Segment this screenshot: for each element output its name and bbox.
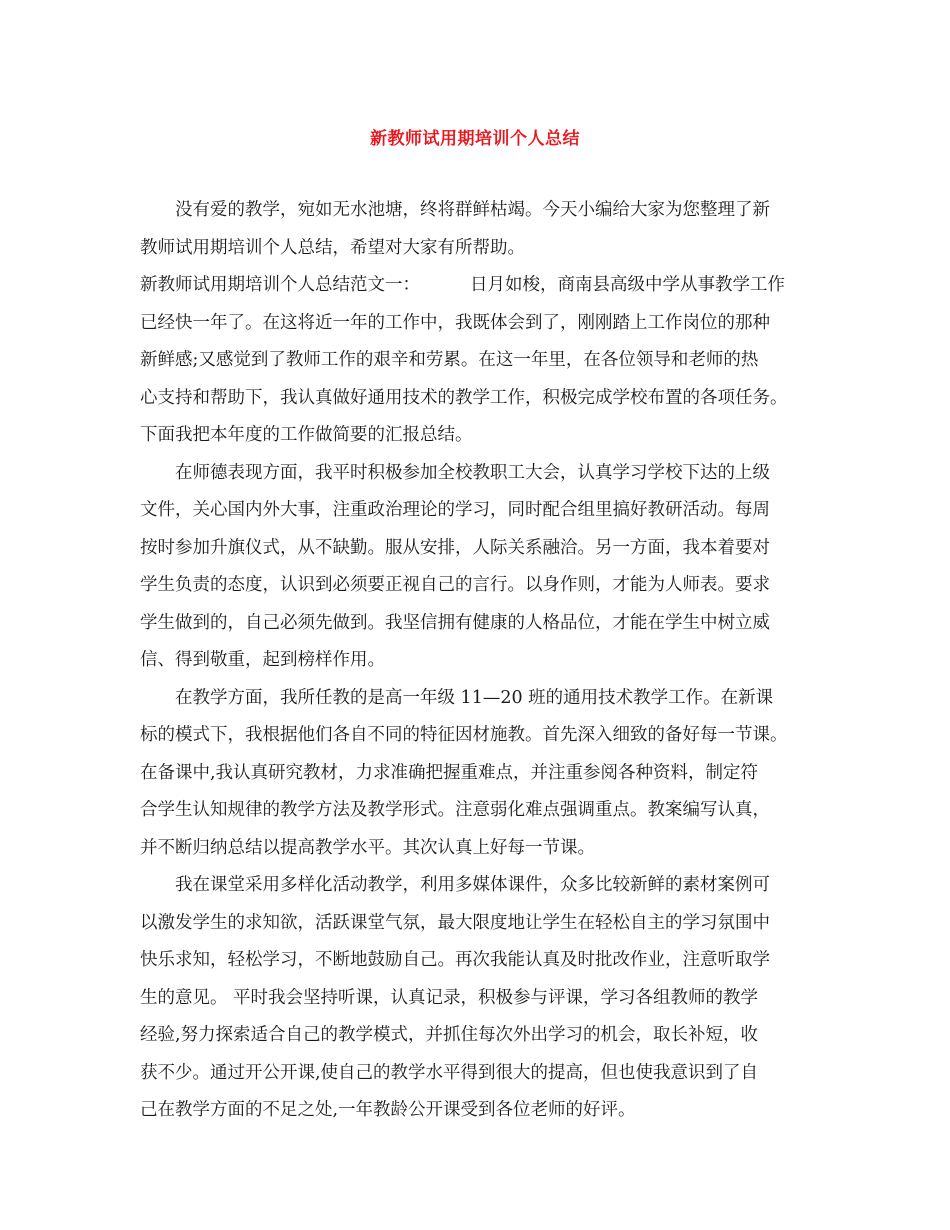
document-body [140,192,820,1130]
paragraph-line: 心支持和帮助下，我认真做好通用技术的教学工作，积极完成学校布置的各项任务。 [140,387,788,408]
paragraph-line: 教师试用期培训个人总结，希望对大家有所帮助。 [140,237,525,258]
section-heading: 新教师试用期培训个人总结范文一： [140,275,420,295]
paragraph-line: 在教学方面，我所任教的是高一年级 11—20 班的通用技术教学工作。在新课 [175,687,774,708]
paragraph-line: 在备课中,我认真研究教材，力求准确把握重难点，并注重参阅各种资料，制定符 [140,762,759,783]
paragraph-line: 并不断归纳总结以提高教学水平。其次认真上好每一节课。 [140,837,595,858]
paragraph-text: 日月如梭，商南县高级中学从事教学工作 [470,275,785,295]
paragraph-line: 按时参加升旗仪式，从不缺勤。服从安排，人际关系融洽。另一方面，我本着要对 [140,537,770,558]
paragraph-line: 生的意见。 平时我会坚持听课，认真记录，积极参与评课，学习各组教师的教学 [140,987,759,1008]
paragraph-line: 标的模式下，我根据他们各自不同的特征因材施教。首先深入细致的备好每一节课。 [140,725,788,745]
paragraph-line: 快乐求知，轻松学习，不断地鼓励自己。再次我能认真及时批改作业，注意听取学 [140,950,770,970]
paragraph-line [140,267,820,305]
paragraph-line: 在师德表现方面，我平时积极参加全校教职工大会，认真学习学校下达的上级 [175,462,770,483]
paragraph-line: 己在教学方面的不足之处,一年教龄公开课受到各位老师的好评。 [140,1100,636,1120]
paragraph-line: 信、得到敬重，起到榜样作用。 [140,650,385,670]
paragraph-line: 经验,努力探索适合自己的教学模式，并抓住每次外出学习的机会，取长补短，收 [140,1025,759,1045]
paragraph-line: 文件，关心国内外大事，注重政治理论的学习，同时配合组里搞好教研活动。每周 [140,500,770,520]
paragraph-line: 以激发学生的求知欲，活跃课堂气氛，最大限度地让学生在轻松自主的学习氛围中 [140,912,770,933]
paragraph-line: 我在课堂采用多样化活动教学，利用多媒体课件，众多比较新鲜的素材案例可 [175,875,770,895]
paragraph-line: 获不少。通过开公开课,使自己的教学水平得到很大的提高，但也使我意识到了自 [140,1062,759,1083]
document-title: 新教师试用期培训个人总结 [370,129,580,149]
paragraph-line: 学生做到的，自己必须先做到。我坚信拥有健康的人格品位，才能在学生中树立威 [140,612,770,633]
paragraph-line: 没有爱的教学，宛如无水池塘，终将群鲜枯竭。今天小编给大家为您整理了新 [175,200,770,220]
paragraph-line: 合学生认知规律的教学方法及教学形式。注意弱化难点强调重点。教案编写认真， [140,800,770,820]
paragraph-line: 已经快一年了。在这将近一年的工作中，我既体会到了，刚刚踏上工作岗位的那种 [140,312,770,333]
paragraph-line: 新鲜感;又感觉到了教师工作的艰辛和劳累。在这一年里，在各位领导和老师的热 [140,350,759,370]
paragraph-line: 下面我把本年度的工作做简要的汇报总结。 [140,425,473,445]
paragraph-line: 学生负责的态度，认识到必须要正视自己的言行。以身作则，才能为人师表。要求 [140,575,770,595]
